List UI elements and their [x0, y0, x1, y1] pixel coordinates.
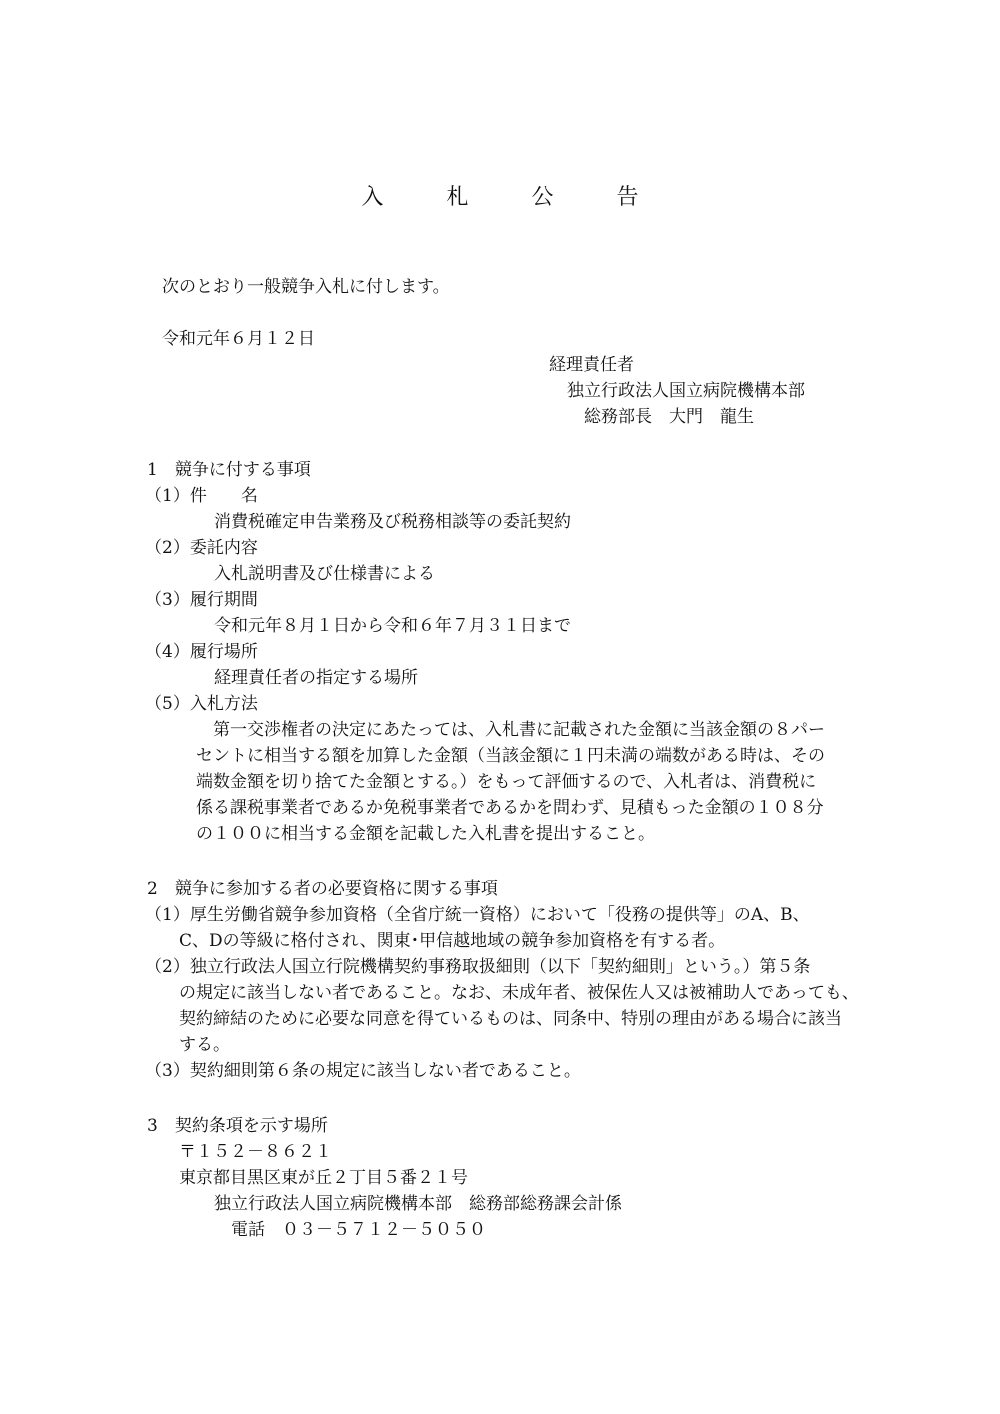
issuer-role: 経理責任者 — [549, 355, 634, 375]
requirement-line: する。 — [145, 1035, 230, 1055]
item-4-value: 経理責任者の指定する場所 — [214, 668, 418, 688]
item-4-label: （4）履行場所 — [145, 642, 258, 662]
item-3-label: （3）履行期間 — [145, 590, 258, 610]
item-5-line: セントに相当する額を加算した金額（当該金額に１円未満の端数がある時は、その — [196, 746, 825, 766]
requirement-line: の規定に該当しない者であること。なお、未成年者、被保佐人又は被補助人であっても、 — [145, 983, 859, 1003]
requirement-line: C、Dの等級に格付され、関東･甲信越地域の競争参加資格を有する者。 — [145, 931, 726, 951]
item-5-line: 係る課税事業者であるか免税事業者であるかを問わず、見積もった金額の１０８分 — [196, 798, 824, 818]
intro-text: 次のとおり一般競争入札に付します。 — [162, 277, 450, 297]
item-2-label: （2）委託内容 — [145, 538, 258, 558]
notice-date: 令和元年６月１２日 — [162, 329, 315, 349]
postal-code: 〒１５２－８６２１ — [179, 1142, 332, 1162]
item-5-label: （5）入札方法 — [145, 694, 258, 714]
address: 東京都目黒区東が丘２丁目５番２１号 — [179, 1168, 468, 1188]
item-2-value: 入札説明書及び仕様書による — [214, 564, 435, 584]
requirement-line: （1）厚生労働省競争参加資格（全省庁統一資格）において「役務の提供等」のA、B、 — [145, 905, 810, 925]
item-5-line: 第一交渉権者の決定にあたっては、入札書に記載された金額に当該金額の８パー — [196, 720, 825, 740]
requirement-line: （3）契約細則第６条の規定に該当しない者であること。 — [145, 1061, 581, 1081]
issuer-org: 独立行政法人国立病院機構本部 — [567, 381, 805, 401]
section3-heading: 3 契約条項を示す場所 — [147, 1116, 328, 1136]
section2-heading: 2 競争に参加する者の必要資格に関する事項 — [147, 879, 498, 899]
section1-heading: 1 競争に付する事項 — [147, 460, 311, 480]
item-5-line: の１００に相当する金額を記載した入札書を提出すること。 — [196, 824, 655, 844]
item-1-label: （1）件 名 — [145, 486, 258, 506]
requirement-line: （2）独立行政法人国立行院機構契約事務取扱細則（以下「契約細則」という。）第５条 — [145, 957, 811, 977]
department: 独立行政法人国立病院機構本部 総務部総務課会計係 — [214, 1194, 622, 1214]
requirement-line: 契約締結のために必要な同意を得ているものは、同条中、特別の理由がある場合に該当 — [145, 1009, 842, 1029]
issuer-name: 総務部長 大門 龍生 — [584, 407, 754, 427]
page-title: 入 札 公 告 — [361, 185, 667, 210]
item-1-value: 消費税確定申告業務及び税務相談等の委託契約 — [214, 512, 571, 532]
item-5-line: 端数金額を切り捨てた金額とする。）をもって評価するので、入札者は、消費税に — [196, 772, 817, 792]
item-3-value: 令和元年８月１日から令和６年７月３１日まで — [214, 616, 571, 636]
phone: 電話 ０３－５７１２－５０５０ — [231, 1220, 486, 1240]
